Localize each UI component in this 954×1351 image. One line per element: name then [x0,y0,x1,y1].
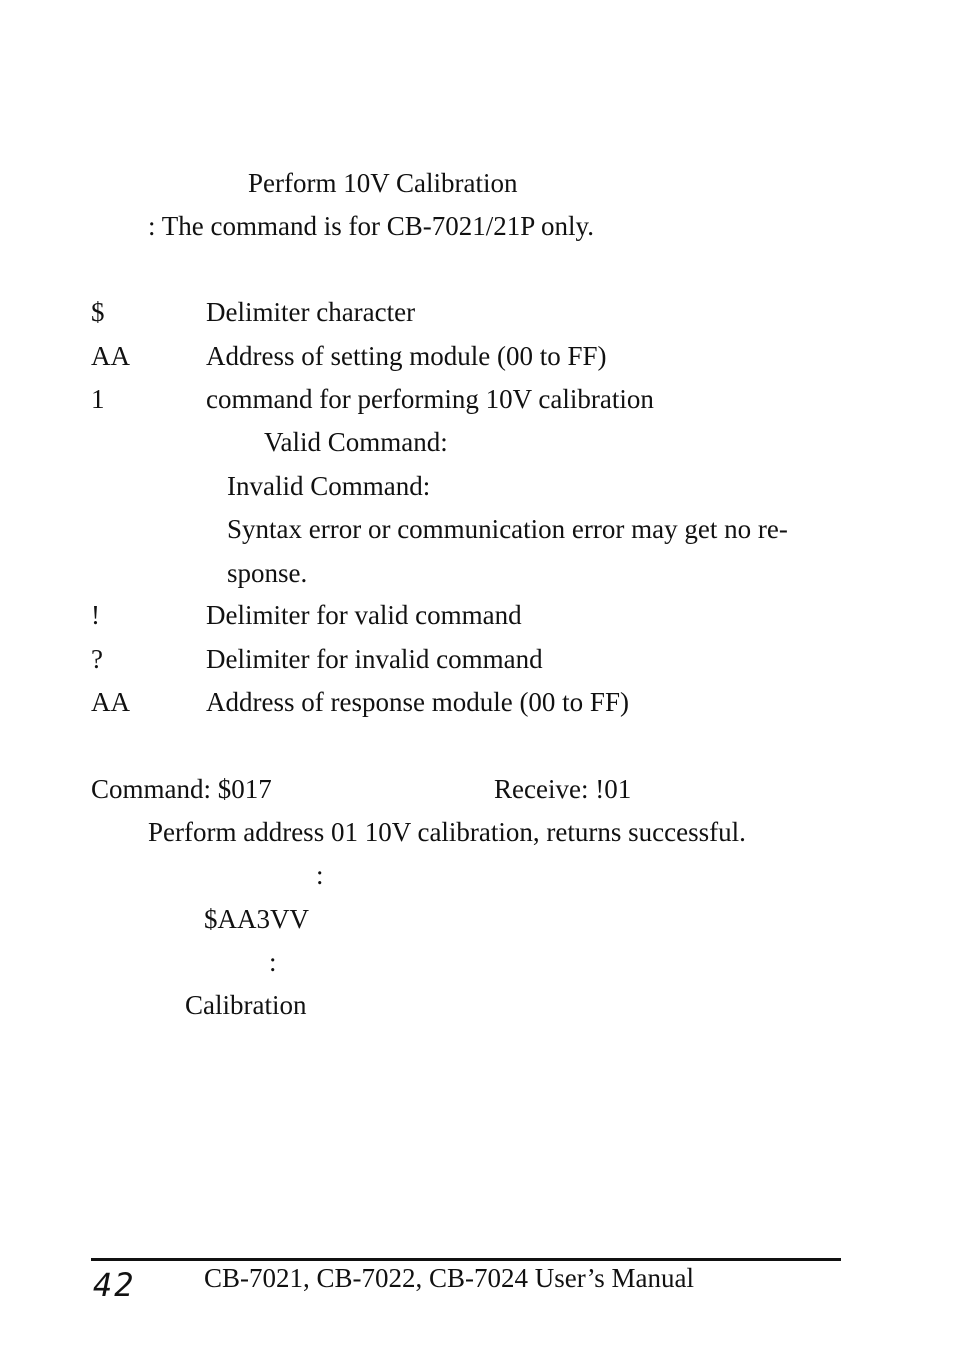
manual-title: CB-7021, CB-7022, CB-7024 User’s Manual [204,1263,694,1293]
page-number: 42 [93,1266,136,1304]
syntax-desc-delimiter: Delimiter character [206,297,416,327]
response-invalid-label: Invalid Command: [227,471,431,501]
syntax-desc-address: Address of setting module (00 to FF) [206,341,607,371]
response-error-note-line2: sponse. [227,558,308,588]
related-topic: Calibration [185,990,307,1020]
related-colon-2: : [269,947,277,977]
response-valid-label: Valid Command: [264,427,448,457]
response-desc-valid: Delimiter for valid command [206,600,522,630]
command-title: Perform 10V Calibration [248,168,518,198]
response-code-address: AA [91,687,130,717]
command-note: : The command is for CB-7021/21P only. [148,211,594,241]
related-colon-1: : [316,860,324,890]
related-command: $AA3VV [204,904,309,934]
response-code-invalid: ? [91,644,103,674]
response-code-valid: ! [91,600,100,630]
example-command: Command: $017 [91,774,272,804]
syntax-desc-command: command for performing 10V calibration [206,384,654,414]
syntax-code-delimiter: $ [91,297,105,327]
syntax-code-command: 1 [91,384,105,414]
response-desc-address: Address of response module (00 to FF) [206,687,629,717]
footer-rule [91,1258,841,1261]
response-desc-invalid: Delimiter for invalid command [206,644,543,674]
example-description: Perform address 01 10V calibration, returns successful. [148,817,746,847]
response-error-note-line1: Syntax error or communication error may get no re- [227,514,788,544]
syntax-code-address: AA [91,341,130,371]
example-receive: Receive: !01 [494,774,632,804]
